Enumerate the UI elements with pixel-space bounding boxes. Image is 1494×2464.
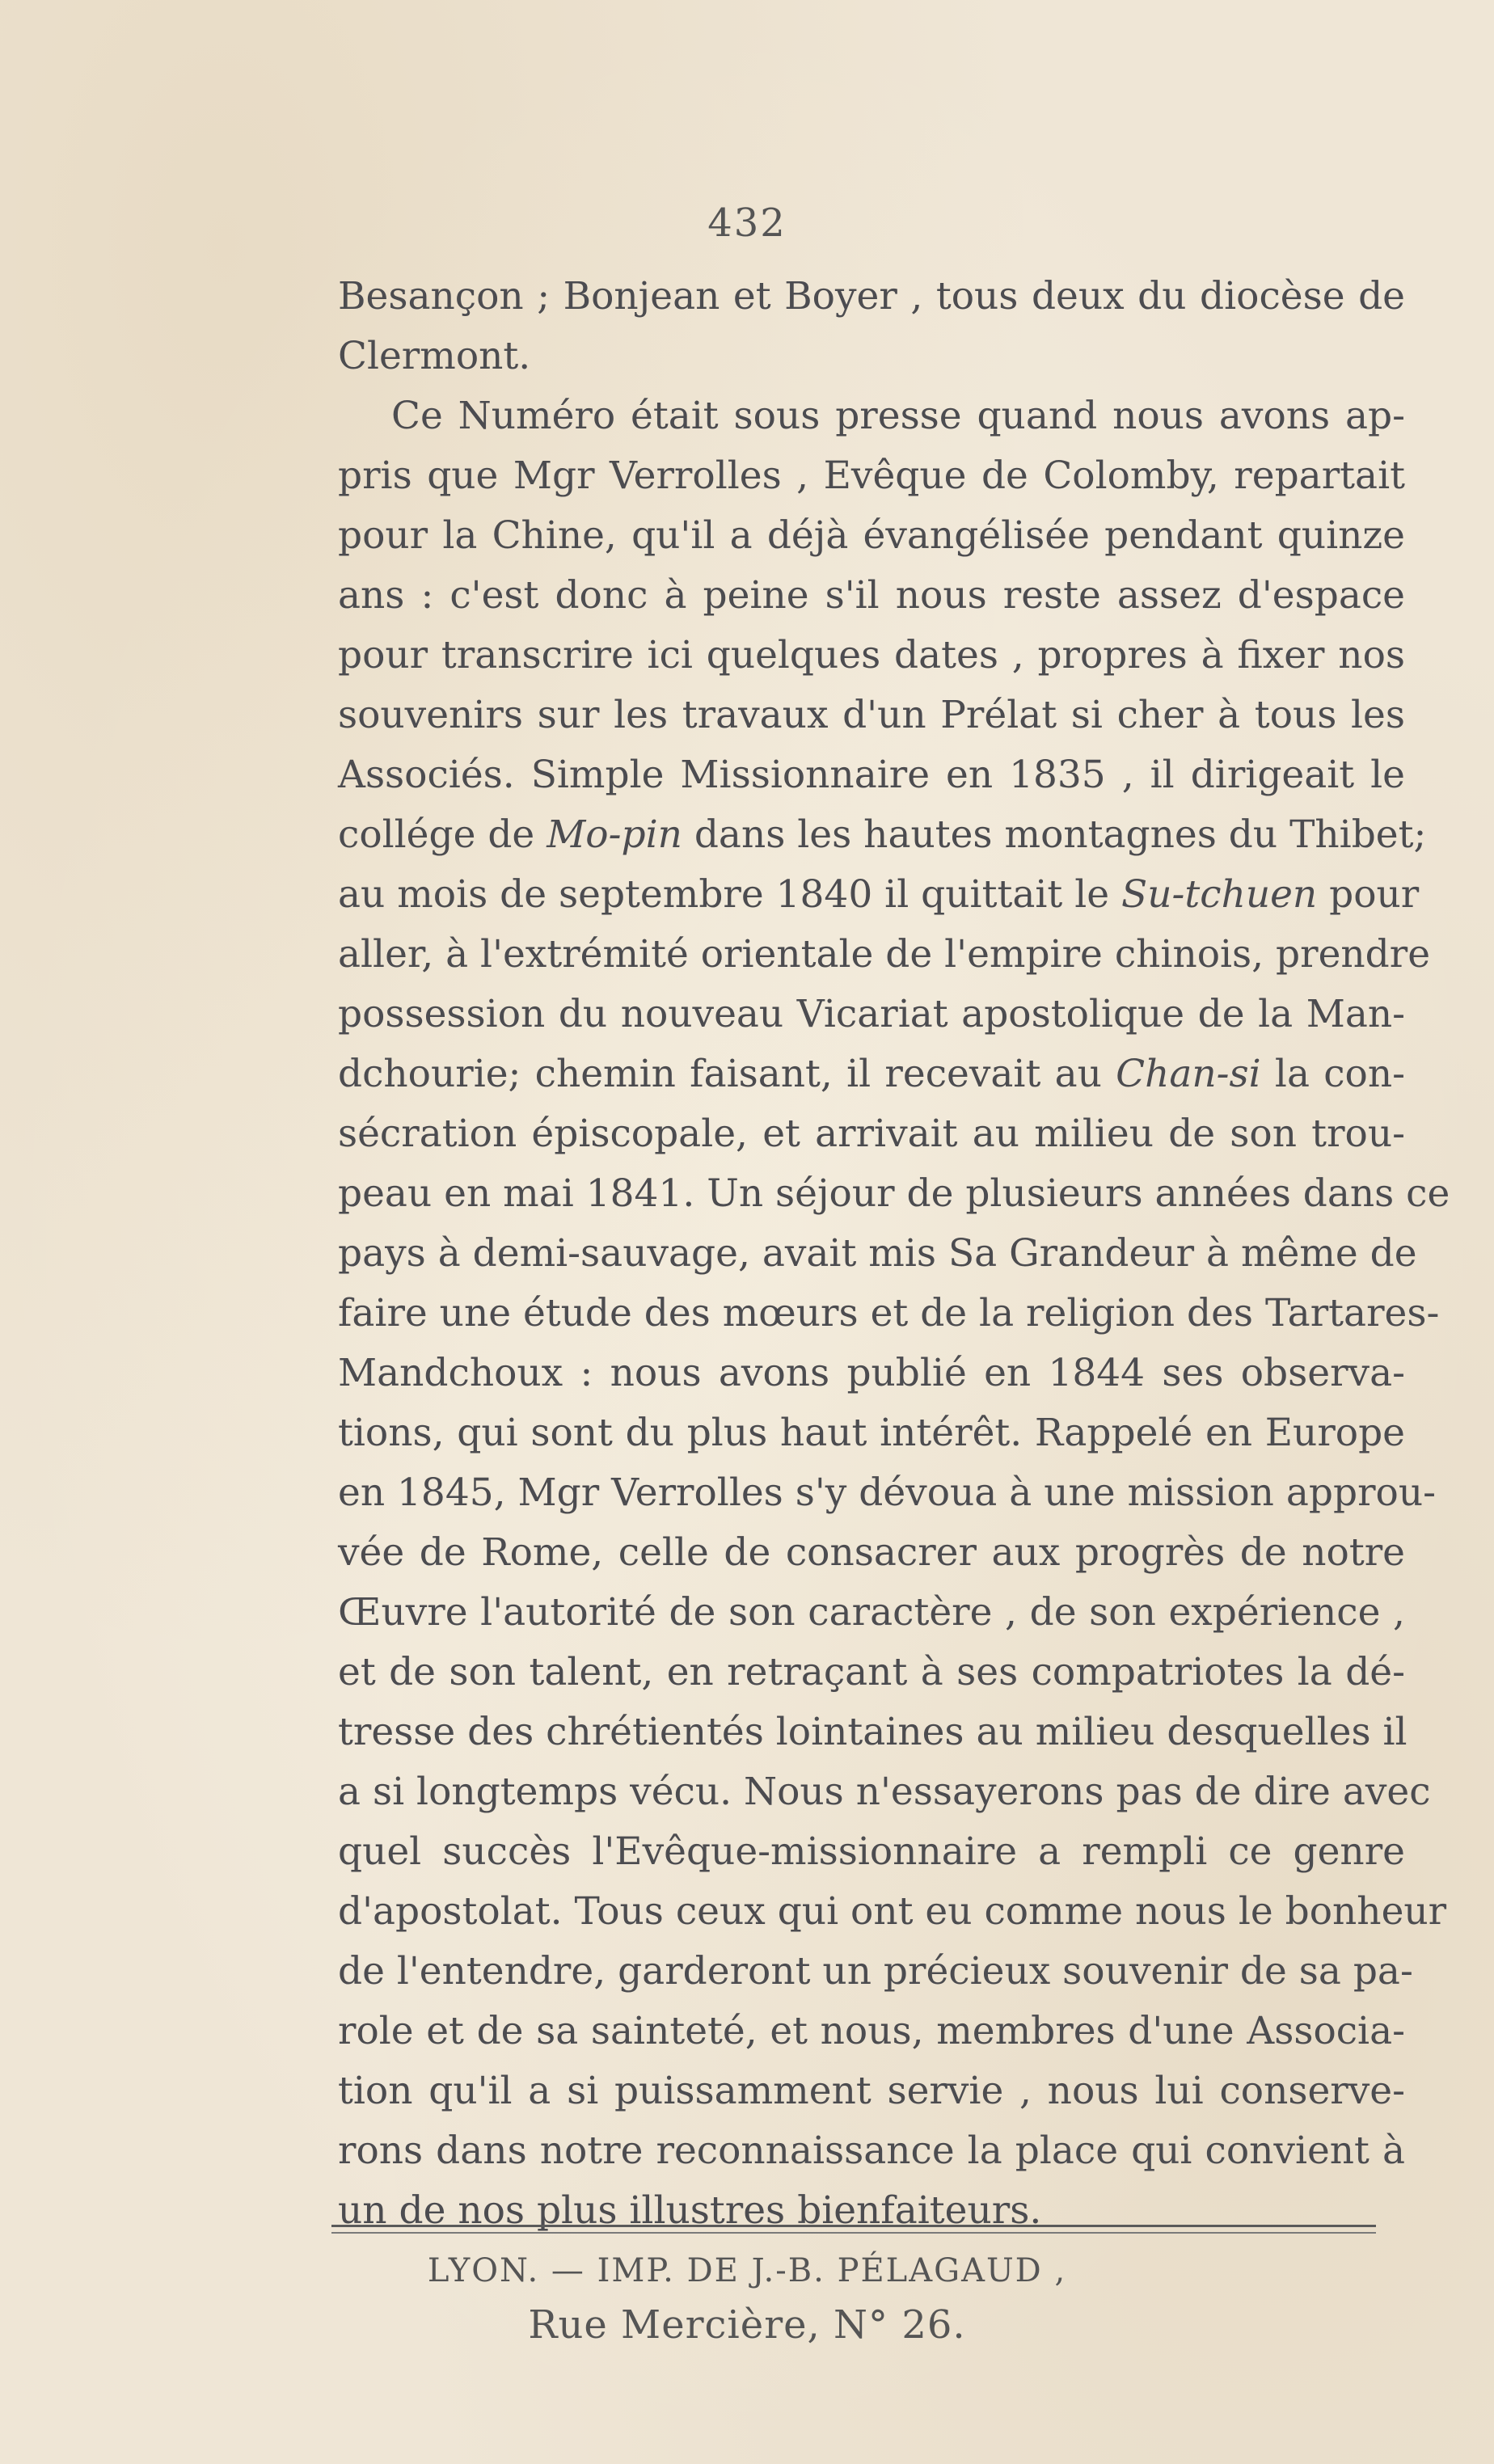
place-name: Mo-pin (547, 812, 682, 857)
text-line: en 1845, Mgr Verrolles s'y dévoua à une mission approu- (338, 1470, 1436, 1515)
text-line: et de son talent, en retraçant à ses compatriotes la dé- (338, 1650, 1405, 1694)
text-line: Mandchoux : nous avons publié en 1844 ses observa- (338, 1351, 1405, 1395)
text-line: a si longtemps vécu. Nous n'essayerons pas de dire avec (338, 1770, 1431, 1814)
text-line: de l'entendre, garderont un précieux souvenir de sa pa- (338, 1949, 1413, 1994)
text-line: faire une étude des mœurs et de la religion des Tartares- (338, 1291, 1440, 1335)
place-name: Chan-si (1116, 1052, 1261, 1096)
text-line: Clermont. (338, 334, 531, 378)
text-line: pays à demi-sauvage, avait mis Sa Grandeur à même de (338, 1231, 1417, 1276)
divider-rule (331, 2225, 1376, 2234)
body-text (338, 267, 1450, 2241)
text-line: dchourie; chemin faisant, il recevait au Chan-si la con- (338, 1052, 1406, 1096)
text-line: pour la Chine, qu'il a déjà évangélisée pendant quinze (338, 513, 1405, 558)
text-line: role et de sa sainteté, et nous, membres d'une Associa- (338, 2009, 1405, 2053)
text-line: sécration épiscopale, et arrivait au milieu de son trou- (338, 1112, 1405, 1156)
text-line: au mois de septembre 1840 il quittait le Su-tchuen pour (338, 872, 1420, 917)
text-line: pour transcrire ici quelques dates , propres à fixer nos (338, 633, 1405, 677)
text-line: tions, qui sont du plus haut intérêt. Rappelé en Europe (338, 1411, 1405, 1455)
imprint-printer: LYON. — IMP. DE J.-B. PÉLAGAUD , (427, 2252, 1067, 2289)
text-line: Associés. Simple Missionnaire en 1835 , il dirigeait le (338, 753, 1405, 797)
text-line: peau en mai 1841. Un séjour de plusieurs années dans ce (338, 1171, 1450, 1216)
place-name: Su-tchuen (1121, 872, 1318, 917)
text-line: un de nos plus illustres bienfaiteurs. (338, 2188, 1042, 2233)
text-line: d'apostolat. Tous ceux qui ont eu comme nous le bonheur (338, 1889, 1447, 1934)
text-line: Œuvre l'autorité de son caractère , de son expérience , (338, 1590, 1405, 1635)
text-line: tresse des chrétientés lointaines au milieu desquelles il (338, 1710, 1407, 1754)
text-line: Besançon ; Bonjean et Boyer , tous deux du diocèse de (338, 274, 1405, 319)
text-line: pris que Mgr Verrolles , Evêque de Colomby, repartait (338, 454, 1405, 498)
text-line: vée de Rome, celle de consacrer aux progrès de notre (338, 1530, 1405, 1575)
text-line: collége de Mo-pin dans les hautes montagnes du Thibet; (338, 812, 1427, 857)
imprint-address: Rue Mercière, N° 26. (528, 2302, 966, 2348)
text-line: souvenirs sur les travaux d'un Prélat si cher à tous les (338, 693, 1405, 737)
text-line: Ce Numéro était sous presse quand nous avons ap- (391, 394, 1405, 438)
text-line: rons dans notre reconnaissance la place qui convient à (338, 2129, 1405, 2173)
text-line: aller, à l'extrémité orientale de l'empire chinois, prendre (338, 932, 1431, 977)
text-line: tion qu'il a si puissamment servie , nous lui conserve- (338, 2069, 1405, 2113)
text-line: ans : c'est donc à peine s'il nous reste assez d'espace (338, 573, 1405, 618)
text-line: quel succès l'Evêque-missionnaire a rempli ce genre (338, 1829, 1405, 1874)
page-number: 432 (707, 200, 787, 246)
text-line: possession du nouveau Vicariat apostolique de la Man- (338, 992, 1405, 1036)
